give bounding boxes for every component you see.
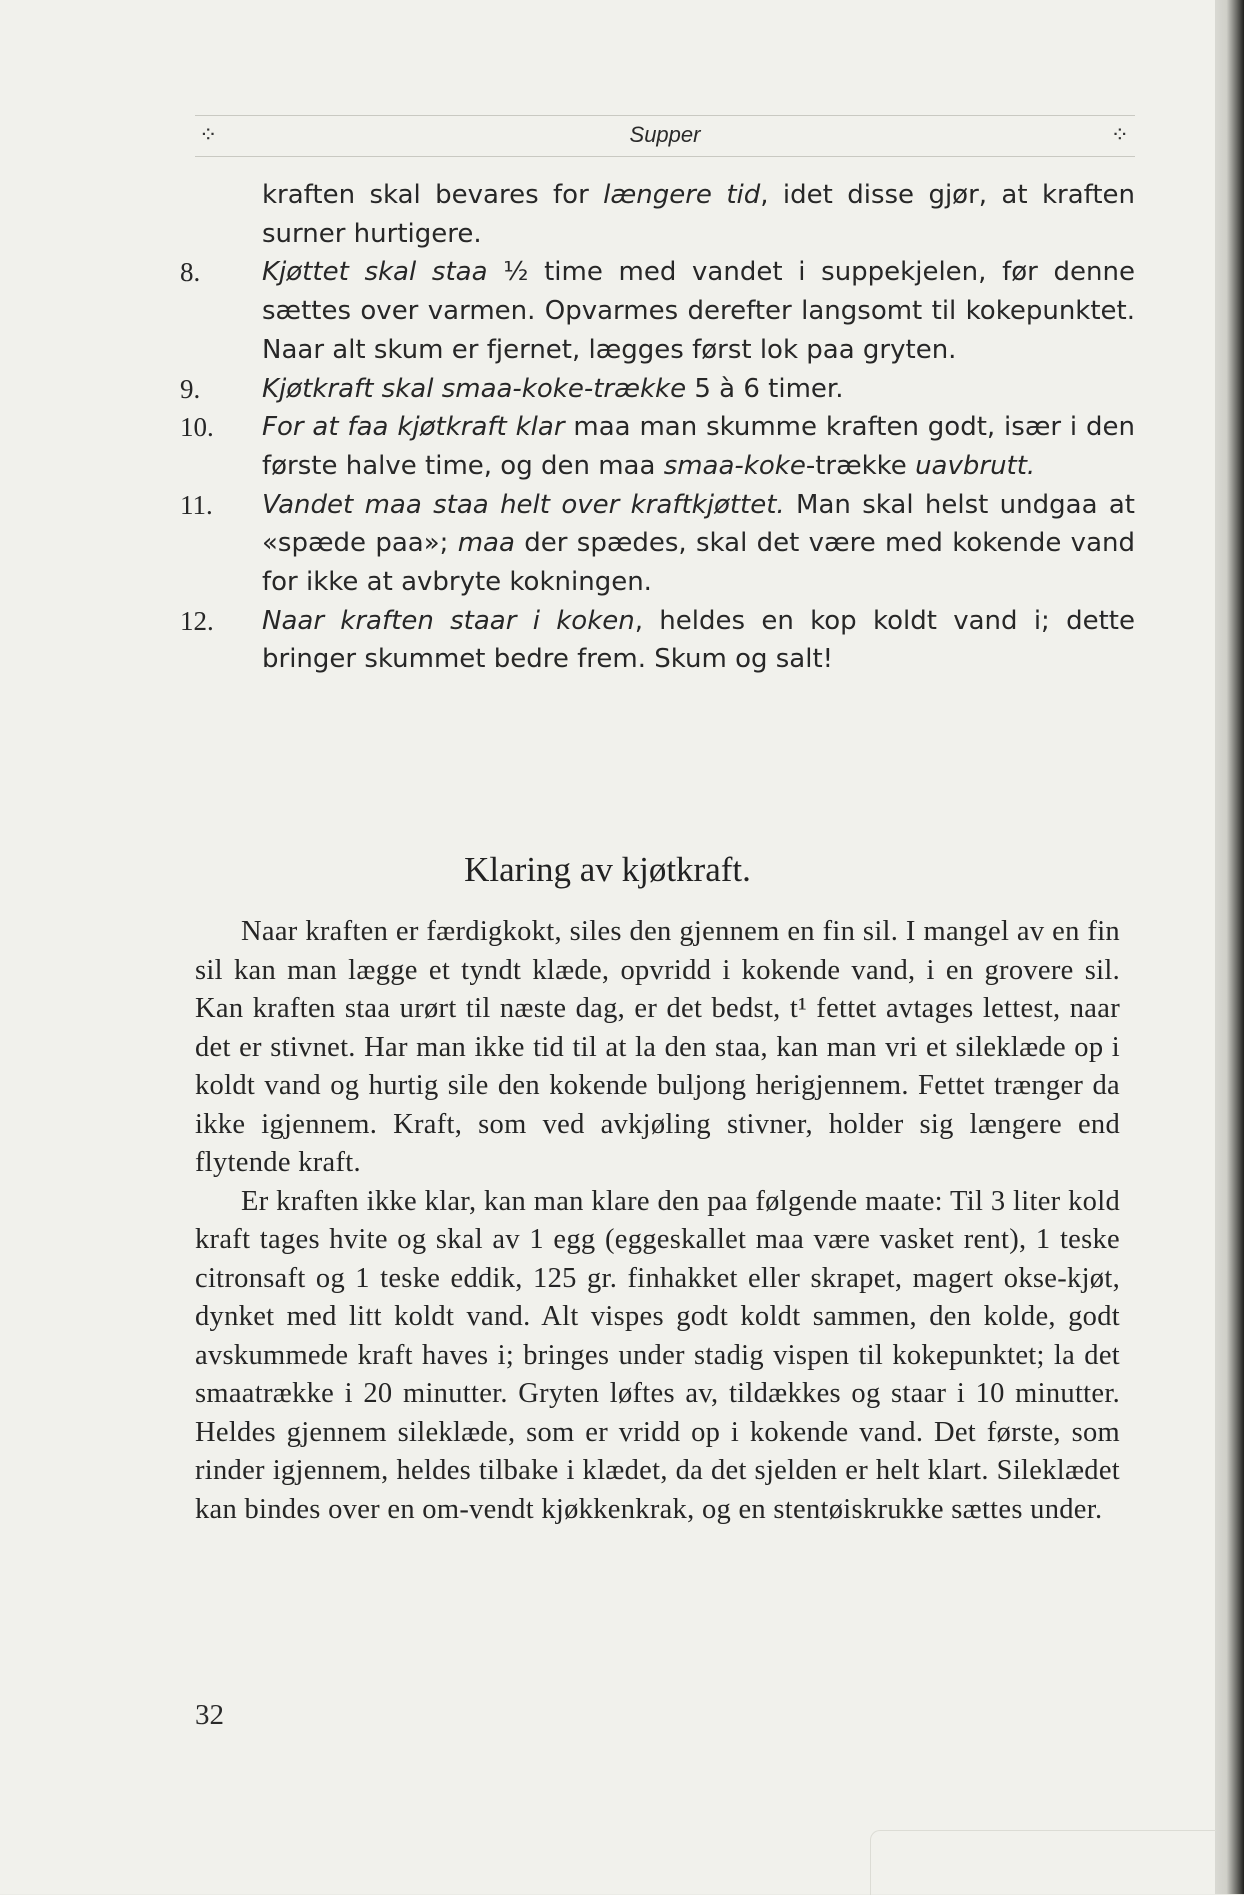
page-number: 32 (195, 1699, 224, 1731)
paragraph: Naar kraften er færdigkokt, siles den gjennem en fin sil. I mangel av en fin sil kan man lægge et tyndt klæde, opvridd i kokende vand, i en grovere sil. Kan kraften staa urørt til næste dag, er det bedst, t¹ fettet avtages lettest, naar det er stivnet. Har man ikke tid til at la den staa, kan man vri et sileklæde op i koldt vand og hurtig sile den kokende buljong herigjennem. Fettet trænger da ikke igjennem. Kraft, som ved avkjøling stivner, holder sig længere end flytende kraft. (195, 916, 1120, 1178)
continuation-text: kraften skal bevares for (262, 180, 604, 210)
item-emphasis: Kjøttet skal staa (262, 257, 488, 288)
item-text: 5 à 6 timer. (686, 373, 844, 404)
page-corner-mark (870, 1830, 1216, 1895)
item-emphasis-2: maa (457, 528, 515, 559)
item-emphasis-3: uavbrutt. (915, 450, 1036, 481)
running-head-title: Supper (629, 122, 701, 147)
item-number: 8. (180, 257, 201, 288)
continuation-emphasis: længere tid (603, 180, 761, 210)
list-item (180, 486, 1135, 602)
item-emphasis: Vandet maa staa helt over kraftkjøttet. (262, 489, 785, 520)
item-emphasis: Kjøtkraft skal smaa-koke-trække (262, 373, 687, 404)
list-item (180, 253, 1135, 369)
section-body (195, 913, 1120, 1529)
list-item (180, 370, 1135, 409)
ornament-left-icon: ⁘ (199, 122, 218, 147)
item-emphasis: Naar kraften staar i koken (262, 605, 635, 636)
list-item-continuation (180, 176, 1135, 253)
item-text: maa man skumme kraften godt, især i den første halve time, og den maa (262, 412, 1135, 481)
item-emphasis-2: smaa-koke (663, 450, 806, 481)
item-number: 9. (180, 373, 201, 404)
item-text: Man skal helst undgaa at «spæde paa»; (262, 489, 1135, 559)
list-item (180, 408, 1135, 485)
item-text-2: der spædes, skal det være med kokende vand for ikke at avbryte kokningen. (262, 528, 1135, 598)
list-item (180, 602, 1135, 679)
page-edge (1215, 0, 1244, 1894)
item-text: ½ time med vandet i suppekjelen, før denne sættes over varmen. Opvarmes derefter langsomt til kokepunktet. Naar alt skum er fjernet, lægges først lok paa gryten. (262, 257, 1136, 365)
continuation-text-after: , idet disse gjør, at kraften surner hurtigere. (262, 180, 1136, 249)
item-number: 12. (180, 605, 214, 636)
section-title: Klaring av kjøtkraft. (464, 850, 751, 889)
ornament-right-icon: ⁘ (1110, 122, 1129, 147)
item-text: , heldes en kop koldt vand i; dette bringer skummet bedre frem. Skum og salt! (262, 605, 1135, 675)
rule-list (180, 176, 1135, 679)
item-text-2: -trække (805, 450, 916, 481)
running-head (195, 115, 1135, 157)
item-number: 11. (180, 489, 213, 520)
item-emphasis: For at faa kjøtkraft klar (262, 412, 565, 443)
paragraph: Er kraften ikke klar, kan man klare den paa følgende maate: Til 3 liter kold kraft tages hvite og skal av 1 egg (eggeskallet maa være vasket rent), 1 teske citronsaft og 1 teske eddik, 125 gr. finhakket eller skrapet, magert okse-kjøt, dynket med litt koldt vand. Alt vispes godt koldt sammen, den kolde, godt avskummede kraft haves i; bringes under stadig vispen til kokepunktet; la det smaatrække i 20 minutter. Gryten løftes av, tildækkes og staar i 10 minutter. Heldes gjennem sileklæde, som er vridd op i kokende vand. Det første, som rinder igjennem, heldes tilbake i klædet, da det sjelden er helt klart. Sileklædet kan bindes over en om-vendt kjøkkenkrak, og en stentøiskrukke sættes under. (195, 1185, 1120, 1525)
item-number: 10. (180, 412, 214, 443)
